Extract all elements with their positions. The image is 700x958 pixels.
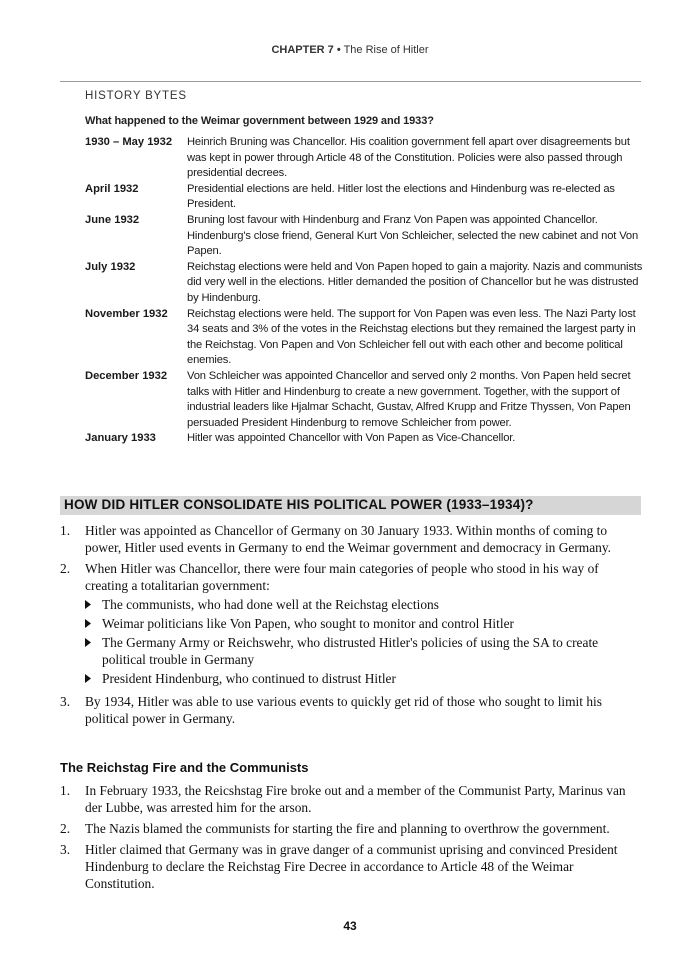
timeline-row — [85, 135, 645, 182]
list-item — [60, 693, 645, 727]
bullet-item — [85, 596, 645, 613]
timeline-row — [85, 369, 645, 431]
timeline-text: Reichstag elections were held. The support for Von Papen was even less. The Nazi Party lost 34 seats and 3% of the votes in the Reichstag elections but they remained the largest party in the Reichstag. Von Papen and Von Schleicher fell out with each other and become political enemies. — [187, 307, 636, 367]
timeline-date: July 1932 — [85, 260, 136, 273]
timeline-date: December 1932 — [85, 369, 168, 382]
triangle-bullet-icon — [85, 670, 102, 687]
list-text: By 1934, Hitler was able to use various events to quickly get rid of those who sought to limit his political power in Germany. — [85, 694, 602, 726]
list-text: Hitler claimed that Germany was in grave danger of a communist uprising and convinced President Hindenburg to declare the Reichstag Fire Decree in accordance to Article 48 of the Weimar Constitution. — [85, 842, 618, 891]
list-text: In February 1933, the Reicshstag Fire broke out and a member of the Communist Party, Marinus van der Lubbe, was arrested him for the arson. — [85, 783, 626, 815]
timeline-date: January 1933 — [85, 432, 156, 445]
chapter-title: The Rise of Hitler — [343, 44, 429, 56]
bullet-list — [85, 596, 645, 687]
bullet-text: The Germany Army or Reichswehr, who distrusted Hitler's policies of using the SA to create political trouble in Germany — [102, 635, 599, 667]
list-item-body — [85, 560, 645, 689]
list-item — [60, 782, 645, 816]
timeline-row — [85, 307, 645, 369]
timeline-text: Hitler was appointed Chancellor with Von Papen as Vice-Chancellor. — [187, 432, 516, 445]
list-number: 2. — [60, 561, 71, 576]
timeline-text: Presidential elections are held. Hitler lost the elections and Hindenburg was re-elected as President. — [187, 182, 615, 211]
timeline-row — [85, 182, 645, 213]
bullet-text: The communists, who had done well at the Reichstag elections — [102, 597, 439, 612]
subsection-heading: The Reichstag Fire and the Communists — [60, 760, 309, 775]
timeline-date: November 1932 — [85, 307, 168, 320]
bullet-text: President Hindenburg, who continued to distrust Hitler — [102, 671, 396, 686]
triangle-bullet-icon — [85, 596, 102, 613]
chapter-separator: • — [336, 44, 341, 56]
bullet-item — [85, 670, 645, 687]
chapter-header — [0, 44, 700, 56]
list-item — [60, 820, 645, 837]
timeline-text: Heinrich Bruning was Chancellor. His coalition government fell apart over disagreements but was kept in power through Article 48 of the Constitution. Policies were also passed through presidential decrees. — [187, 136, 630, 180]
page-number: 43 — [343, 919, 357, 933]
bullet-item — [85, 615, 645, 632]
list-text: Hitler was appointed as Chancellor of Germany on 30 January 1933. Within months of coming to power, Hitler used events in Germany to end the Weimar government and democracy in Germany. — [85, 523, 612, 555]
consolidation-list — [60, 522, 645, 731]
history-bytes-question: What happened to the Weimar government between 1929 and 1933? — [85, 115, 434, 127]
list-number: 3. — [60, 842, 71, 857]
list-number: 2. — [60, 821, 71, 836]
timeline-date: June 1932 — [85, 213, 140, 226]
chapter-label: CHAPTER 7 — [271, 44, 334, 56]
timeline-text: Von Schleicher was appointed Chancellor and served only 2 months. Von Papen held secret talks with Hitler and Hindenburg to create a new government. Together, with the support of industrial leaders like Hjalmar Schacht, Gustav, Alfred Krupp and Fritze Thyssen, Von Papen persuaded President Hindenburg to remove Schleicher from power. — [187, 369, 631, 429]
triangle-bullet-icon — [85, 615, 102, 632]
timeline-text: Bruning lost favour with Hindenburg and Franz Von Papen was appointed Chancellor. Hindenburg's close friend, General Kurt Von Schleicher, selected the new cabinet and not Von Papen. — [187, 213, 639, 258]
triangle-bullet-icon — [85, 634, 102, 668]
timeline-row — [85, 431, 645, 447]
list-number: 1. — [60, 783, 71, 798]
bullet-item — [85, 634, 645, 668]
list-text: When Hitler was Chancellor, there were four main categories of people who stood in his way of creating a totalitarian government: — [85, 561, 599, 593]
list-text: The Nazis blamed the communists for starting the fire and planning to overthrow the government. — [85, 821, 610, 836]
timeline-row — [85, 213, 645, 260]
timeline-row — [85, 260, 645, 307]
header-divider — [60, 81, 641, 82]
list-item — [60, 841, 645, 892]
timeline-date: April 1932 — [85, 182, 139, 195]
timeline-text: Reichstag elections were held and Von Papen hoped to gain a majority. Nazis and communists did very well in the elections. Hitler demanded the position of Chancellor but he was distrusted by Hindenburg. — [187, 260, 643, 304]
reichstag-fire-list — [60, 782, 645, 896]
list-number: 1. — [60, 523, 71, 538]
list-number: 3. — [60, 694, 71, 709]
history-bytes-label: HISTORY BYTES — [85, 90, 187, 102]
timeline — [85, 135, 645, 447]
list-item — [60, 560, 645, 689]
timeline-date: 1930 – May 1932 — [85, 136, 173, 148]
list-item — [60, 522, 645, 556]
bullet-text: Weimar politicians like Von Papen, who sought to monitor and control Hitler — [102, 616, 514, 631]
section-heading: HOW DID HITLER CONSOLIDATE HIS POLITICAL POWER (1933–1934)? — [64, 497, 534, 512]
